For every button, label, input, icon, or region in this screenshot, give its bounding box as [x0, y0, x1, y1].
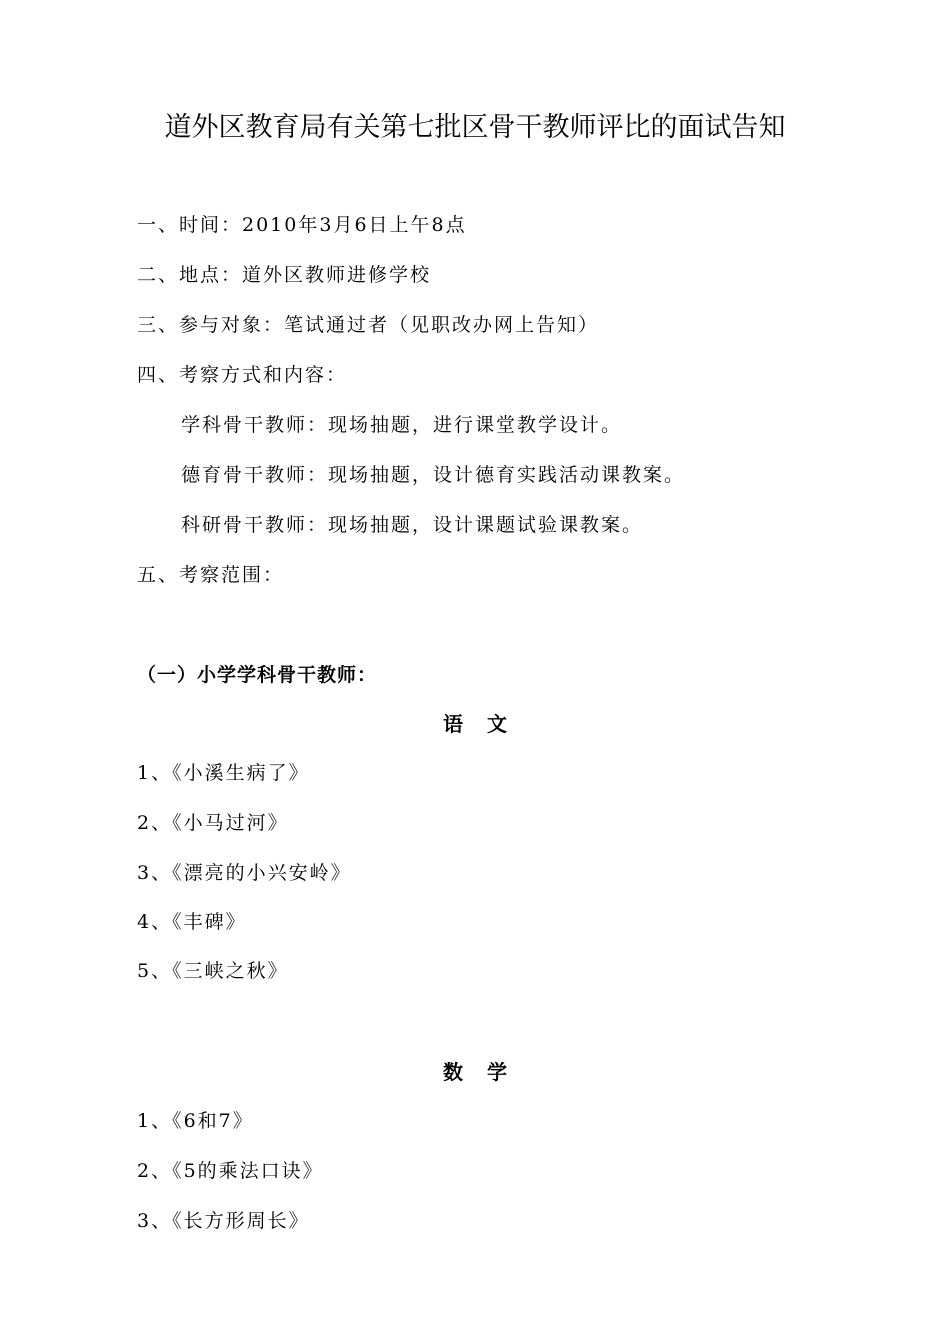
subject-title-math: 数学 [443, 1060, 531, 1084]
item-method-research: 科研骨干教师：现场抽题，设计课题试验课教案。 [181, 514, 644, 536]
list-item: 2、《5的乘法口诀》 [137, 1160, 324, 1182]
item-participants: 三、参与对象：笔试通过者（见职改办网上告知） [137, 314, 600, 336]
item-method-subject: 学科骨干教师：现场抽题，进行课堂教学设计。 [181, 414, 623, 436]
list-item: 1、《6和7》 [137, 1110, 254, 1132]
subject-title-chinese: 语文 [443, 712, 531, 736]
item-method-moral: 德育骨干教师：现场抽题，设计德育实践活动课教案。 [181, 464, 686, 486]
list-item: 3、《长方形周长》 [137, 1210, 310, 1232]
list-item: 5、《三峡之秋》 [137, 960, 289, 982]
item-scope-heading: 五、考察范围： [137, 564, 285, 586]
item-place: 二、地点：道外区教师进修学校 [137, 264, 432, 286]
list-item: 3、《漂亮的小兴安岭》 [137, 862, 352, 884]
list-item: 4、《丰碑》 [137, 911, 247, 933]
item-time: 一、时间：2010年3月6日上午8点 [137, 214, 467, 236]
list-item: 2、《小马过河》 [137, 812, 289, 834]
item-method-heading: 四、考察方式和内容： [137, 364, 348, 386]
section-heading-primary: （一）小学学科骨干教师： [137, 664, 378, 686]
page-title: 道外区教育局有关第七批区骨干教师评比的面试告知 [164, 112, 786, 143]
list-item: 1、《小溪生病了》 [137, 762, 310, 784]
